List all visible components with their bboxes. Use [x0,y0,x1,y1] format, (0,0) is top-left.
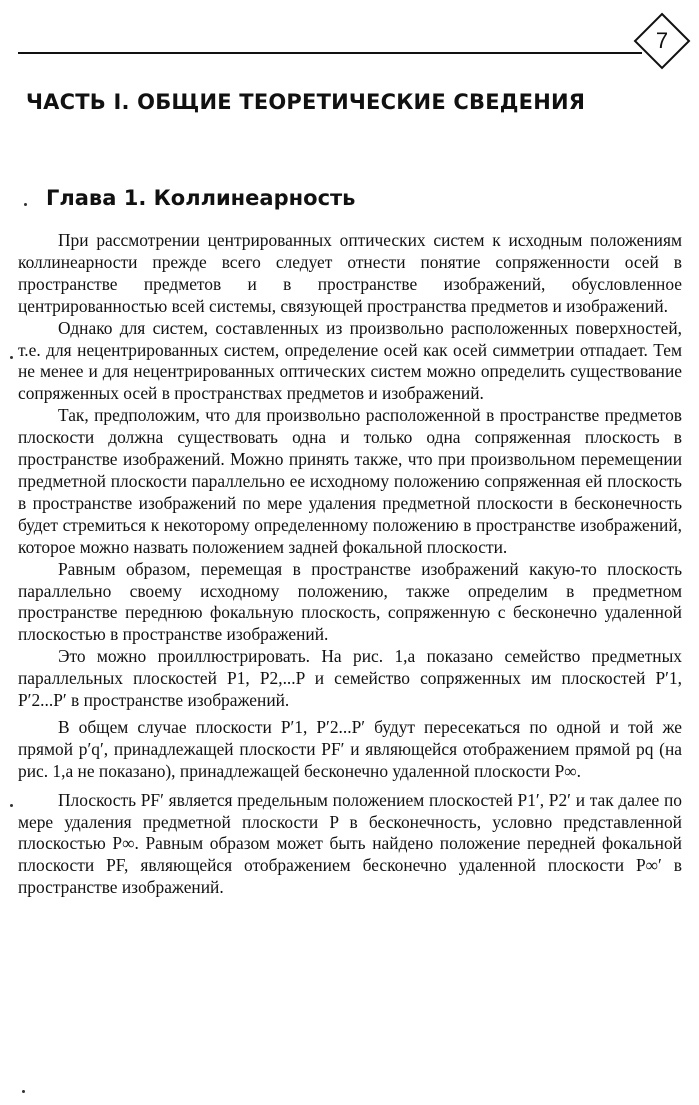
body-text [18,230,682,899]
scan-speck [10,804,13,807]
paragraph: Так, предположим, что для произвольно расположенной в пространстве предметов плоскости должна существовать одна и только одна сопряженная плоскость в пространстве изображений. Можно принять также, что при произвольном перемещении предметной плоскости параллельно ее исходному положению сопряженная ей плоскость в пространстве изображений по мере удаления предметной плоскости в бесконечность будет стремиться к некоторому определенному положению в пространстве изображений, которое можно назвать положением задней фокальной плоскости. [18,405,682,557]
paragraph: Плоскость PF′ является предельным положением плоскостей P1′, P2′ и так далее по мере удаления предметной плоскости P в бесконечность, условно представленной плоскостью P∞. Равным образом может быть найдено положение передней фокальной плоскости PF, являющейся отображением бесконечно удаленной плоскости P∞′ в пространстве изображений. [18,789,682,898]
scan-speck [10,356,13,359]
paragraph: Это можно проиллюстрировать. На рис. 1,a показано семейство предметных параллельных плоскостей P1, P2,...P и семейство сопряженных им плоскостей P′1, P′2...P′ в пространстве изображений. [18,646,682,711]
paragraph: Равным образом, перемещая в пространстве изображений какую-то плоскость параллельно своему исходному положению, также определим в предметном пространстве переднюю фокальную плоскость, сопряженную с бесконечно удаленной плоскостью в пространстве изображений. [18,558,682,645]
page-number-badge [633,12,691,70]
scan-speck [22,1090,25,1093]
paragraph: Однако для систем, составленных из произвольно расположенных поверхностей, т.е. для нецентрированных систем, определение осей как осей симметрии отпадает. Тем не менее и для нецентрированных оптических систем можно определить существование сопряженных осей в пространствах предметов и изображений. [18,317,682,404]
scan-speck [24,203,27,206]
page-number: 7 [655,28,669,53]
part-title: ЧАСТЬ I. ОБЩИЕ ТЕОРЕТИЧЕСКИЕ СВЕДЕНИЯ [26,90,586,114]
chapter-title: Глава 1. Коллинеарность [46,186,356,210]
paragraph: При рассмотрении центрированных оптических систем к исходным положениям коллинеарности прежде всего следует отнести понятие сопряженности осей в пространстве предметов и в пространстве изображений, обусловленное центрированностью всей системы, связующей пространства предметов и изображений. [18,230,682,316]
paragraph: В общем случае плоскости P′1, P′2...P′ будут пересекаться по одной и той же прямой p′q′, принадлежащей плоскости PF′ и являющейся отображением прямой pq (на рис. 1,a не показано), принадлежащей бесконечно удаленной плоскости P∞. [18,716,682,781]
header-rule [18,52,642,54]
